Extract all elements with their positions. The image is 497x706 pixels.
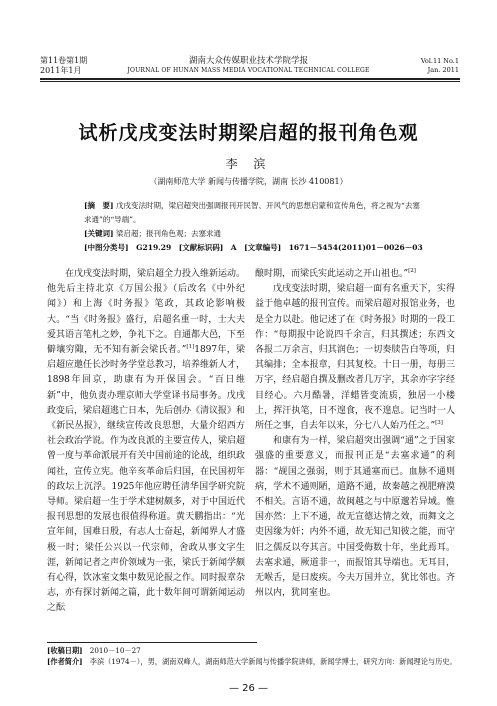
- received-value: 2010－10－27: [89, 646, 141, 655]
- received-date: [47, 646, 457, 657]
- received-label: [收稿日期]: [47, 646, 83, 655]
- citation-mark: [1]: [186, 344, 195, 351]
- paragraph-text: 在戊戌变法时期，梁启超全力投入维新运动。他先后主持北京《万国公报》（后改名《中外纪闻》）和上海《时务报》笔政，其政论影响极大。“当《时务报》盛行，启超名重一时，士大夫爱其语言笔札之妙，争礼下之。自通都大邑，下至僻壤穷陬，无不知有新会梁氏者。”: [47, 269, 246, 356]
- article-author: 李 滨: [225, 157, 272, 171]
- abstract-label: [摘 要]: [84, 201, 114, 210]
- paragraph-text: 酿时期，而梁氏实此运动之开山祖也。”: [255, 269, 409, 279]
- keywords: [84, 227, 424, 241]
- paragraph-text: 戊戌变法时期，梁启超一面有名重天下，实得益于他卓越的报刊宣传。而梁启超对报馆业务，也是全力以赴。他记述了在《时务报》时期的一段工作：“每期报中论说四千余言，归其撰述；东西文各报二万余言，归其润色；一切奏牍告白等项，归其编排；全本报章，归其复校。十日一册，每册三万字，经启超自撰及删改者几万字，其余亦字字经目经心。六月酷暑，洋蜡皆变流质，独居一小楼上，挥汗执笔，日不遑食，夜不遑息。记当时一人所任之事，自去年以来，分七八人始乃任之。”: [255, 284, 455, 432]
- volume-en: Vol.11 No.1: [420, 57, 459, 65]
- journal-name-cn: 湖南大众传媒职业技术学院学报: [188, 56, 308, 66]
- page-number: — 26 —: [228, 683, 269, 694]
- citation-mark: [2]: [408, 268, 416, 274]
- paragraph: [255, 267, 455, 282]
- classification-line: [中图分类号] G219.29 [文献标识码] A [文章编号] 1671－5454(2011)01－0026－03: [84, 243, 423, 252]
- issue-date: 2011年1月: [40, 66, 82, 75]
- abstract: [84, 199, 424, 227]
- paragraph-text: 年，梁启超应邀任长沙时务学堂总教习，培养维新人才，1898年回京，助康有为开保国会。“百日维新”中，他负责办理京师大学堂译书局事务。戊戌政变后，梁启超逃亡日本，先后创办《清议报》和《新民丛报》，继续宣传改良思想，大量介绍西方社会政治学说。作为改良派的主要宣传人，梁启超曾一度与革命派展开有关中国前途的论战，组织政闻社，宣传立宪。他辛亥革命后归国，在民国初年的政坛上沉浮。1925年他应聘任清华国学研究院导师。梁启超一生于学术建树颇多，对于中国近代报刊思想的发展也很值得称道。黄天鹏指出：“光宣年间，国难日殷，有志人士奋起，新闻界人才盛极一时；梁任公兴以一代宗师，舍政从事文字生涯，新闻记者之声价领域为一张，梁氏于新闻学颇有心得，饮冰室文集中数见论报之作。同时报章杂志，亦有探讨新闻之篇，此十数年间可谓新闻运动之酝: [47, 345, 246, 614]
- author-bio-text: 李滨（1974－），男，湖南双峰人，湖南师范大学新闻与传播学院讲师，新闻学博士，研究方向：新闻理论与历史。: [89, 656, 457, 666]
- paragraph: [47, 267, 245, 617]
- issue-volume: 第11卷第1期: [40, 56, 88, 65]
- footnote-rule: [47, 642, 257, 643]
- body-column-left: [47, 267, 245, 617]
- article-title: 试析戊戌变法时期梁启超的报刊角色观: [78, 122, 419, 144]
- journal-name-en: JOURNAL OF HUNAN MASS MEDIA VOCATIONAL TECHNICAL COLLEGE: [127, 67, 370, 74]
- issue-info-en: [421, 57, 459, 75]
- paragraph: [255, 282, 455, 434]
- keywords-label: [关键词]: [84, 229, 114, 238]
- paragraph-text: 和康有为一样，梁启超突出强调“通”之于国家强盛的重要意义，而报刊正是“去塞求通”的利器：“觇国之强弱，则于其通塞而已。血脉不通则病，学术不通则陋，道路不通，故秦越之视肥瘠漠不相关。言语不通，故闽越之与中原邈若异域。惟国亦然：上下不通，故无宣德达情之效，而舞文之吏因缘为奸；内外不通，故无知己知彼之能，而守旧之儒反以夸其言。中国受侮数十年，坐此焉耳。去塞求通，厥道非一，而报馆其导端也。无耳目，无喉舌，是曰废疾。今夫万国并立，犹比邻也。齐州以内，犹同室也。: [255, 436, 455, 599]
- paragraph-text-tail: 1897: [194, 345, 218, 356]
- date-en: Jan. 2011: [427, 66, 459, 74]
- author-bio: [47, 657, 457, 668]
- author-bio-label: [作者简介]: [47, 656, 83, 666]
- body-column-right: [255, 267, 455, 601]
- header-rule-thick: [40, 78, 460, 80]
- abstract-block: [84, 199, 424, 255]
- paragraph: [255, 434, 455, 601]
- abstract-text: 戊戌变法时期，梁启超突出强调报刊开民智、开风气的思想启蒙和宣传角色，将之视为“去塞求通”的“导端”。: [84, 201, 420, 224]
- footnote: [47, 646, 457, 667]
- author-affiliation: （湖南师范大学 新闻与传播学院，湖南 长沙 410081）: [149, 177, 348, 186]
- header-rule-thin: [40, 81, 460, 82]
- citation-mark: [3]: [435, 420, 443, 427]
- keywords-text: 梁启超；报刊角色观；去塞求通: [116, 229, 221, 238]
